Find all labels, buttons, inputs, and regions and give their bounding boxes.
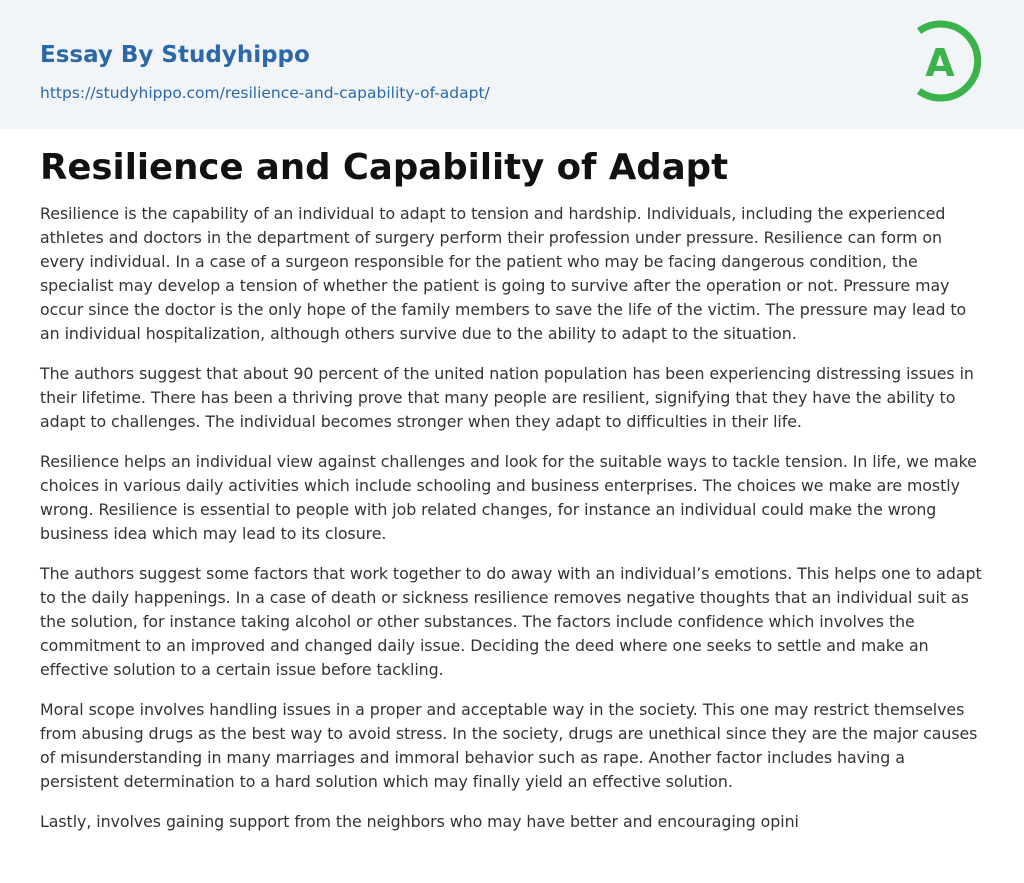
essay-paragraph: The authors suggest some factors that work together to do away with an individual’s emotions. This helps one to adapt to the daily happenings. In a case of death or sickness resilience removes negative thoughts that an individual suit as the solution, for instance taking alcohol or other substances. The factors include confidence which involves the commitment to an improved and changed daily issue. Deciding the deed where one seeks to settle and make an effective solution to a certain issue before tackling. bbox=[40, 564, 982, 679]
essay-url-link[interactable]: https://studyhippo.com/resilience-and-capability-of-adapt/ bbox=[40, 84, 490, 102]
essay-title: Resilience and Capability of Adapt bbox=[40, 147, 729, 188]
site-header bbox=[0, 0, 1024, 129]
essay-content bbox=[40, 144, 984, 850]
essay-paragraph: Moral scope involves handling issues in a proper and acceptable way in the society. This one may restrict themselves from abusing drugs as the best way to avoid stress. In the society, drugs are unethical since they are the major causes of misunderstanding in many marriages and immoral behavior such as rape. Another factor includes having a persistent determination to a hard solution which may finally yield an effective solution. bbox=[40, 700, 978, 791]
essay-paragraph: The authors suggest that about 90 percent of the united nation population has been experiencing distressing issues in their lifetime. There has been a thriving prove that many people are resilient, signifying that they have the ability to adapt to challenges. The individual becomes stronger when they adapt to difficulties in their life. bbox=[40, 364, 974, 431]
essay-paragraph: Resilience is the capability of an individual to adapt to tension and hardship. Individuals, including the experienced athletes and doctors in the department of surgery perform their profession under pressure. Resilience can form on every individual. In a case of a surgeon responsible for the patient who may be facing dangerous condition, the specialist may develop a tension of whether the patient is going to survive after the operation or not. Pressure may occur since the doctor is the only hope of the family members to save the life of the victim. The pressure may lead to an individual hospitalization, although others survive due to the ability to adapt to the situation. bbox=[40, 204, 967, 343]
site-brand: Essay By Studyhippo bbox=[40, 42, 310, 68]
studyhippo-logo-icon bbox=[911, 18, 987, 106]
logo-letter: A bbox=[925, 41, 955, 85]
essay-paragraph: Lastly, involves gaining support from the neighbors who may have better and encouraging opini bbox=[40, 812, 799, 831]
essay-paragraph: Resilience helps an individual view against challenges and look for the suitable ways to tackle tension. In life, we make choices in various daily activities which include schooling and business enterprises. The choices we make are mostly wrong. Resilience is essential to people with job related changes, for instance an individual could make the wrong business idea which may lead to its closure. bbox=[40, 452, 977, 543]
